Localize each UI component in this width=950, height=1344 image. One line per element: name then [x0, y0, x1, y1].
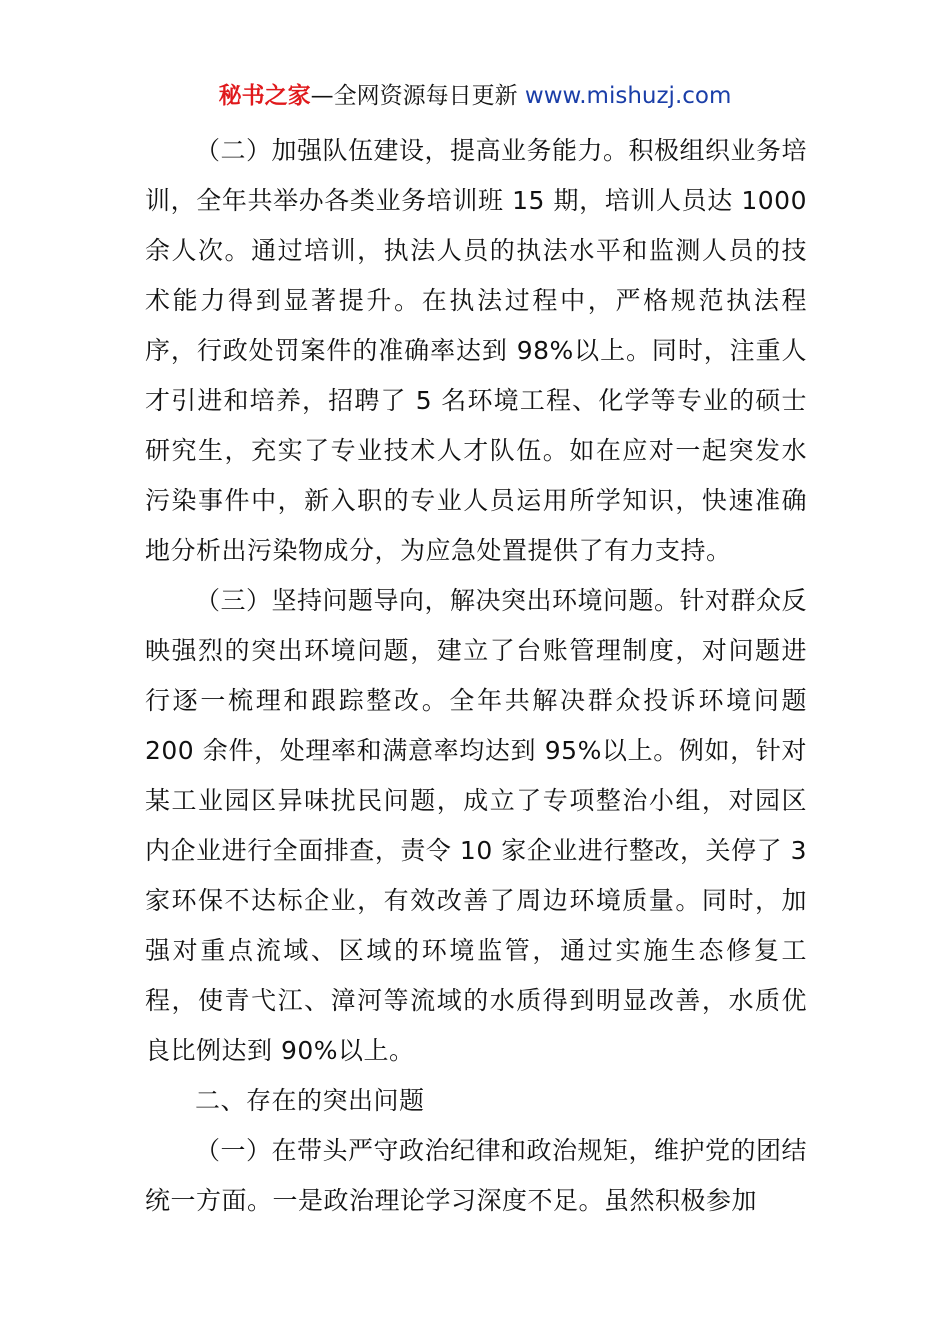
section-heading: 二、存在的突出问题 — [195, 1086, 425, 1115]
paragraph-team-building: （二）加强队伍建设，提高业务能力。积极组织业务培训，全年共举办各类业务培训班 15 期，培训人员达 1000 余人次。通过培训，执法人员的执法水平和监测人员的技术能力得到显著提升。在执法过程中，严格规范执法程序，行政处罚案件的准确率达到 98%以上。同时，注重人才引进和培养，招聘了 5 名环境工程、化学等专业的硕士研究生，充实了专业技术人才队伍。如在应对一起突发水污染事件中，新入职的专业人员运用所学知识，快速准确地分析出污染物成分，为应急处置提供了有力支持。 — [145, 136, 808, 565]
site-header — [0, 80, 950, 112]
site-url-link[interactable]: www.mishuzj.com — [524, 83, 732, 109]
brand-name: 秘书之家 — [218, 83, 311, 109]
paragraph-political-discipline: （一）在带头严守政治纪律和政治规矩，维护党的团结统一方面。一是政治理论学习深度不足。虽然积极参加 — [145, 1136, 808, 1215]
paragraph-problem-oriented: （三）坚持问题导向，解决突出环境问题。针对群众反映强烈的突出环境问题，建立了台账管理制度，对问题进行逐一梳理和跟踪整改。全年共解决群众投诉环境问题 200 余件，处理率和满意率均达到 95%以上。例如，针对某工业园区异味扰民问题，成立了专项整治小组，对园区内企业进行全面排查，责令 10 家企业进行整改，关停了 3 家环保不达标企业，有效改善了周边环境质量。同时，加强对重点流域、区域的环境监管，通过实施生态修复工程，使青弋江、漳河等流域的水质得到明显改善，水质优良比例达到 90%以上。 — [145, 586, 808, 1065]
document-body — [145, 126, 807, 1226]
header-tagline: —全网资源每日更新 — [310, 83, 525, 109]
